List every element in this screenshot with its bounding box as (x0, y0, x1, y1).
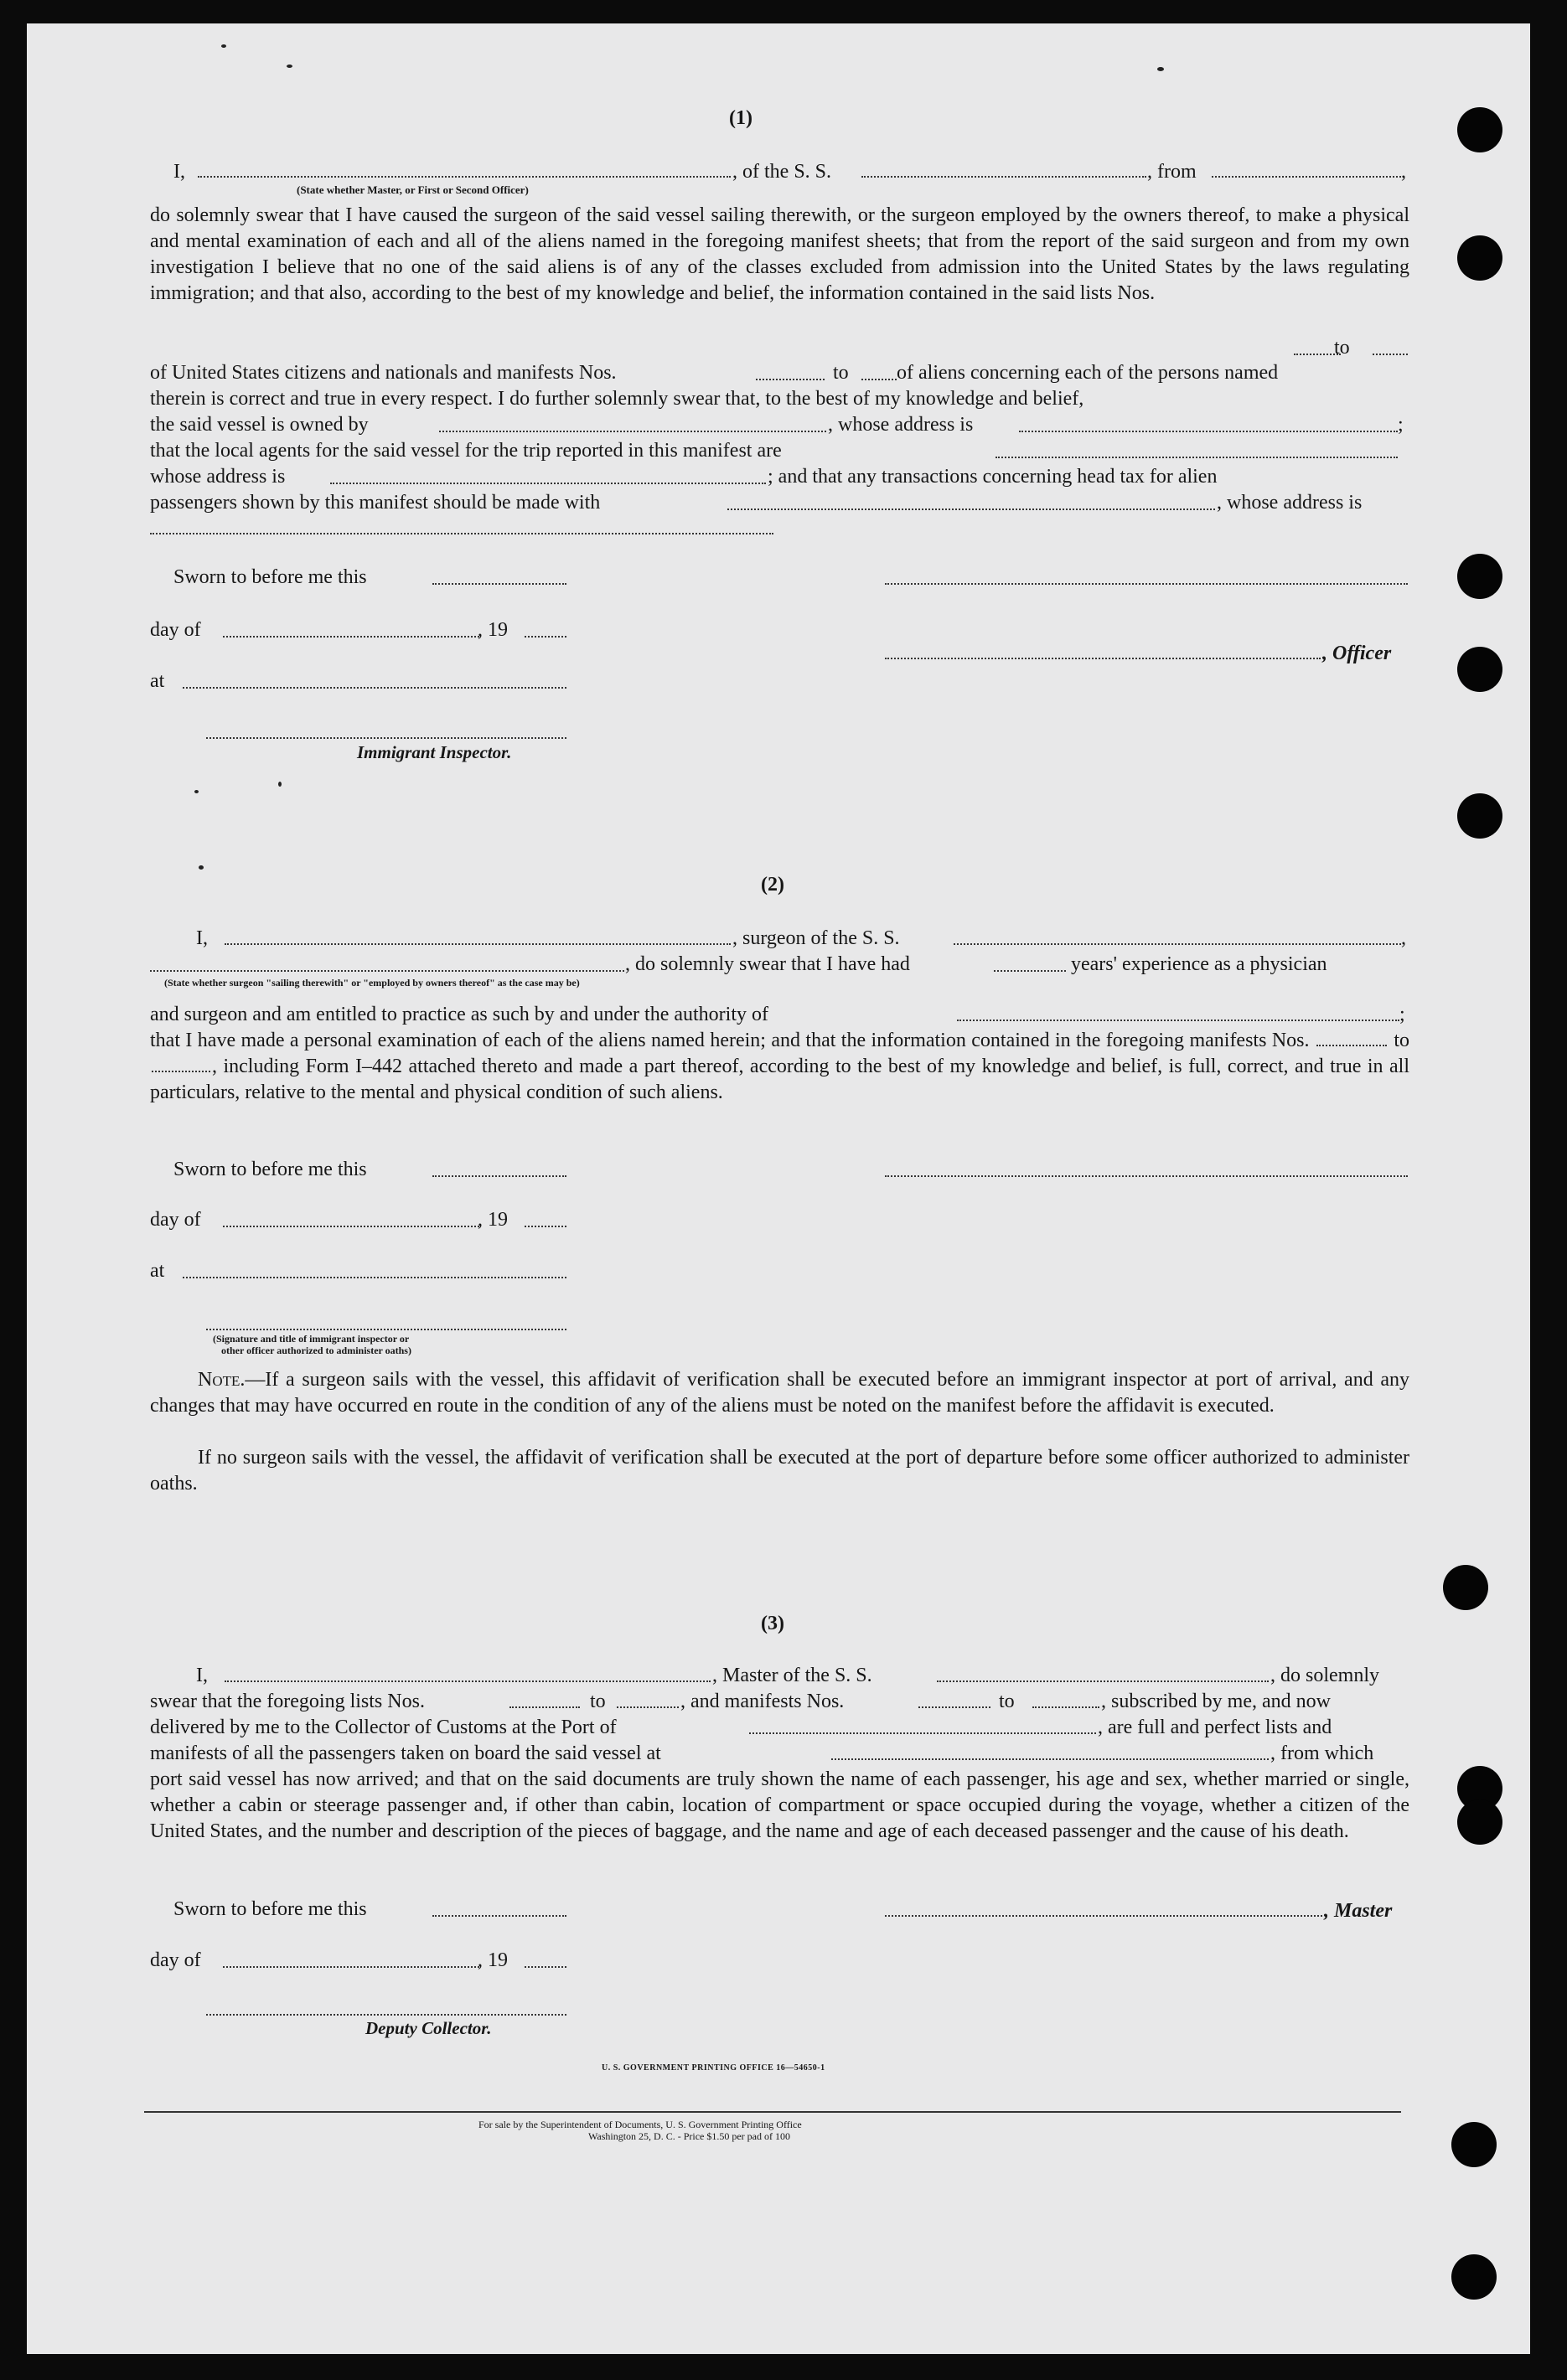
s3-solemnly: , do solemnly (1270, 1665, 1379, 1686)
sale-line-2: Washington 25, D. C. - Price $1.50 per pad of 100 (588, 2130, 790, 2142)
inspector-signature-field[interactable] (206, 737, 566, 739)
s2-at-field[interactable] (183, 1277, 566, 1278)
s2-signature-field[interactable] (885, 1175, 1408, 1177)
ink-speck (1157, 67, 1164, 71)
surgeon-name-field[interactable] (225, 943, 731, 945)
owner-field[interactable] (439, 431, 826, 432)
s1-line-owner-address: , whose address is (828, 414, 974, 436)
headtax-party-field[interactable] (727, 509, 1215, 510)
s1-sworn-field[interactable] (432, 583, 566, 585)
officer-title: , Officer (1322, 643, 1392, 664)
vessel-name-field[interactable] (861, 176, 1146, 178)
s2-comma: , (1401, 927, 1406, 949)
binder-hole-icon (1451, 2122, 1497, 2167)
s1-line1-end: , (1401, 161, 1406, 183)
s2-vessel-field[interactable] (954, 943, 1401, 945)
embarkation-port-field[interactable] (831, 1758, 1269, 1760)
s1-semicolon: ; (1398, 414, 1404, 436)
s2-i: I, (196, 927, 208, 949)
ink-speck (221, 44, 226, 48)
s1-line-aliens: of aliens concerning each of the persons named (897, 362, 1279, 384)
s2-surgeon-of: , surgeon of the S. S. (732, 927, 900, 949)
s2-day-label: day of (150, 1209, 201, 1231)
section-1-body: do solemnly swear that I have caused the surgeon of the said vessel sailing therewith, or the surgeon employed by the owners thereof, to make a physical and mental examination of each and all of the aliens named in the foregoing manifest sheets; that from the report of the said surgeon and from my own investigation I believe that no one of the said aliens is of any of the classes excluded from admission into the United States by the laws regulating immigration; and that also, according to the best of my knowledge and belief, the information contained in the said lists Nos. (150, 204, 1409, 304)
authority-field[interactable] (957, 1020, 1399, 1021)
section-2-heading: (2) (761, 874, 784, 896)
binder-hole-icon (1457, 235, 1502, 281)
s2-sig-note-1: (Signature and title of immigrant inspector or (213, 1333, 410, 1345)
s3-day-label: day of (150, 1949, 201, 1971)
s1-to-2: to (833, 362, 849, 384)
s1-line-therein: therein is correct and true in every respect. I do further solemnly swear that, to the best of my knowledge and belief, (150, 388, 1084, 410)
s3-lists-to-field[interactable] (617, 1706, 679, 1708)
ink-speck (199, 865, 204, 870)
s2-semicolon: ; (1399, 1004, 1405, 1025)
officer-name-field[interactable] (198, 176, 731, 178)
officer-signature-field[interactable] (885, 658, 1321, 659)
s3-manifests-to-field[interactable] (1032, 1706, 1099, 1708)
s2-at-label: at (150, 1260, 165, 1282)
s3-year-label: , 19 (478, 1949, 508, 1971)
manifests-to-field[interactable] (861, 379, 897, 380)
s3-manifests-from-field[interactable] (918, 1706, 990, 1708)
s2-authority: and surgeon and am entitled to practice as such by and under the authority of (150, 1004, 768, 1025)
s2-to: to (1394, 1030, 1409, 1051)
s2-experience: years' experience as a physician (1071, 953, 1327, 975)
years-experience-field[interactable] (994, 970, 1066, 972)
s2-manifests-to-field[interactable] (152, 1056, 210, 1072)
s3-delivered: delivered by me to the Collector of Customs at the Port of (150, 1717, 617, 1738)
s1-line1-i: I, (173, 161, 185, 183)
s1-day-field[interactable] (223, 636, 479, 638)
form-sheet (27, 23, 1530, 2354)
s1-line-headtax: ; and that any transactions concerning head tax for alien (768, 466, 1218, 488)
sale-line-1: For sale by the Superintendent of Documents, U. S. Government Printing Office (478, 2119, 802, 2130)
master-title: , Master (1324, 1900, 1393, 1922)
section-3-heading: (3) (761, 1613, 784, 1634)
ink-speck (194, 790, 199, 793)
master-signature-field[interactable] (885, 1915, 1322, 1917)
agents-field[interactable] (996, 457, 1398, 458)
agent-address-field[interactable] (330, 483, 766, 484)
s3-lists: swear that the foregoing lists Nos. (150, 1691, 425, 1712)
s2-year-field[interactable] (525, 1226, 566, 1227)
immigrant-inspector-title: Immigrant Inspector. (357, 742, 512, 762)
s1-line-party-address: , whose address is (1217, 492, 1363, 514)
binder-hole-icon (1457, 793, 1502, 839)
from-port-field[interactable] (1212, 176, 1401, 178)
section-3-body: port said vessel has now arrived; and that on the said documents are truly shown the name of each passenger, his age and sex, whether married or single, whether a cabin or steerage passenger and, if other than cabin, location of compartment or space occupied during the voyage, whether a citizen of the United States, and the number and description of the pieces of baggage, and the name and age of each deceased passenger and the cause of his death. (150, 1768, 1409, 1842)
section-2-body (150, 1028, 1409, 1132)
s3-day-field[interactable] (223, 1966, 479, 1968)
note-label: Note. (198, 1369, 246, 1391)
s2-inspector-signature-field[interactable] (206, 1329, 566, 1330)
s3-manifests-all: manifests of all the passengers taken on board the said vessel at (150, 1742, 661, 1764)
s3-full: , are full and perfect lists and (1098, 1717, 1332, 1738)
binder-hole-icon (1457, 107, 1502, 152)
s3-sworn-field[interactable] (432, 1915, 566, 1917)
surgeon-type-field[interactable] (150, 970, 624, 972)
footer-rule (144, 2111, 1401, 2113)
manifests-from-field[interactable] (756, 379, 825, 380)
s2-sworn-field[interactable] (432, 1175, 566, 1177)
s2-sig-note-2: other officer authorized to administer oaths) (221, 1345, 411, 1356)
s1-to-1: to (1334, 337, 1350, 359)
s3-lists-from-field[interactable] (509, 1706, 580, 1708)
s3-year-field[interactable] (525, 1966, 566, 1968)
s1-line-agent-address: whose address is (150, 466, 286, 488)
note-paragraph-2: If no surgeon sails with the vessel, the affidavit of verification shall be executed at the port of departure before some officer authorized to administer oaths. (150, 1447, 1409, 1495)
s1-year-field[interactable] (525, 636, 566, 638)
binder-hole-icon (1457, 554, 1502, 599)
s3-i: I, (196, 1665, 208, 1686)
s2-body-text: that I have made a personal examination of each of the aliens named herein; and that the information contained in the foregoing manifests Nos. (150, 1030, 1310, 1051)
s3-master-of: , Master of the S. S. (712, 1665, 872, 1686)
master-name-field[interactable] (225, 1680, 711, 1682)
s2-body-text-2: , including Form I–442 attached thereto and made a part thereof, according to the best of my knowledge and belief, is full, correct, and true in all particulars, relative to the mental and physical condition of such aliens. (150, 1056, 1409, 1103)
surgeon-type-note: (State whether surgeon "sailing therewith" or "employed by owners thereof" as the case may be) (164, 977, 580, 989)
s1-year-label: , 19 (478, 619, 508, 641)
s1-line-passengers: passengers shown by this manifest should be made with (150, 492, 601, 514)
s1-at-field[interactable] (183, 687, 566, 689)
s3-manifests: , and manifests Nos. (680, 1691, 845, 1712)
binder-hole-icon (1457, 647, 1502, 692)
s1-line-citizens: of United States citizens and nationals and manifests Nos. (150, 362, 617, 384)
s3-to-1: to (590, 1691, 606, 1712)
note-text: —If a surgeon sails with the vessel, this affidavit of verification shall be executed before an immigrant inspector at port of arrival, and any changes that may have occurred en route in the condition of any of the aliens must be noted on the manifest before the affidavit is executed. (150, 1369, 1409, 1417)
s1-day-label: day of (150, 619, 201, 641)
s1-at-label: at (150, 670, 165, 692)
binder-hole-icon (1443, 1565, 1488, 1610)
s1-line-owned: the said vessel is owned by (150, 414, 369, 436)
s1-signature-field[interactable] (885, 583, 1408, 585)
section-1-heading: (1) (729, 107, 752, 129)
owner-address-field[interactable] (1019, 431, 1398, 432)
s1-line-agents: that the local agents for the said vessel for the trip reported in this manifest are (150, 440, 782, 462)
s2-day-field[interactable] (223, 1226, 479, 1227)
headtax-address-field[interactable] (150, 533, 773, 534)
s2-swear: , do solemnly swear that I have had (625, 953, 910, 975)
port-field[interactable] (749, 1732, 1096, 1734)
s3-vessel-field[interactable] (937, 1680, 1269, 1682)
s1-line1-from: , from (1147, 161, 1197, 183)
s2-sworn-label: Sworn to before me this (173, 1159, 367, 1180)
s3-sworn-label: Sworn to before me this (173, 1898, 367, 1920)
s1-sworn-label: Sworn to before me this (173, 566, 367, 588)
s1-line1-ss: , of the S. S. (732, 161, 832, 183)
lists-to-field[interactable] (1373, 354, 1408, 355)
binder-hole-icon (1457, 1799, 1502, 1845)
deputy-collector-title: Deputy Collector. (365, 2018, 492, 2038)
officer-rank-note: (State whether Master, or First or Second Officer) (297, 183, 529, 196)
s3-subscribed: , subscribed by me, and now (1101, 1691, 1331, 1712)
note-paragraph (150, 1367, 1409, 1419)
s2-manifests-from-field[interactable] (1316, 1030, 1387, 1046)
s3-from-which: , from which (1270, 1742, 1374, 1764)
s3-to-2: to (999, 1691, 1015, 1712)
binder-hole-icon (1451, 2254, 1497, 2300)
ink-speck (278, 782, 282, 787)
ink-speck (287, 65, 292, 68)
gpo-imprint: U. S. GOVERNMENT PRINTING OFFICE 16—54650-1 (602, 2063, 825, 2073)
s2-year-label: , 19 (478, 1209, 508, 1231)
